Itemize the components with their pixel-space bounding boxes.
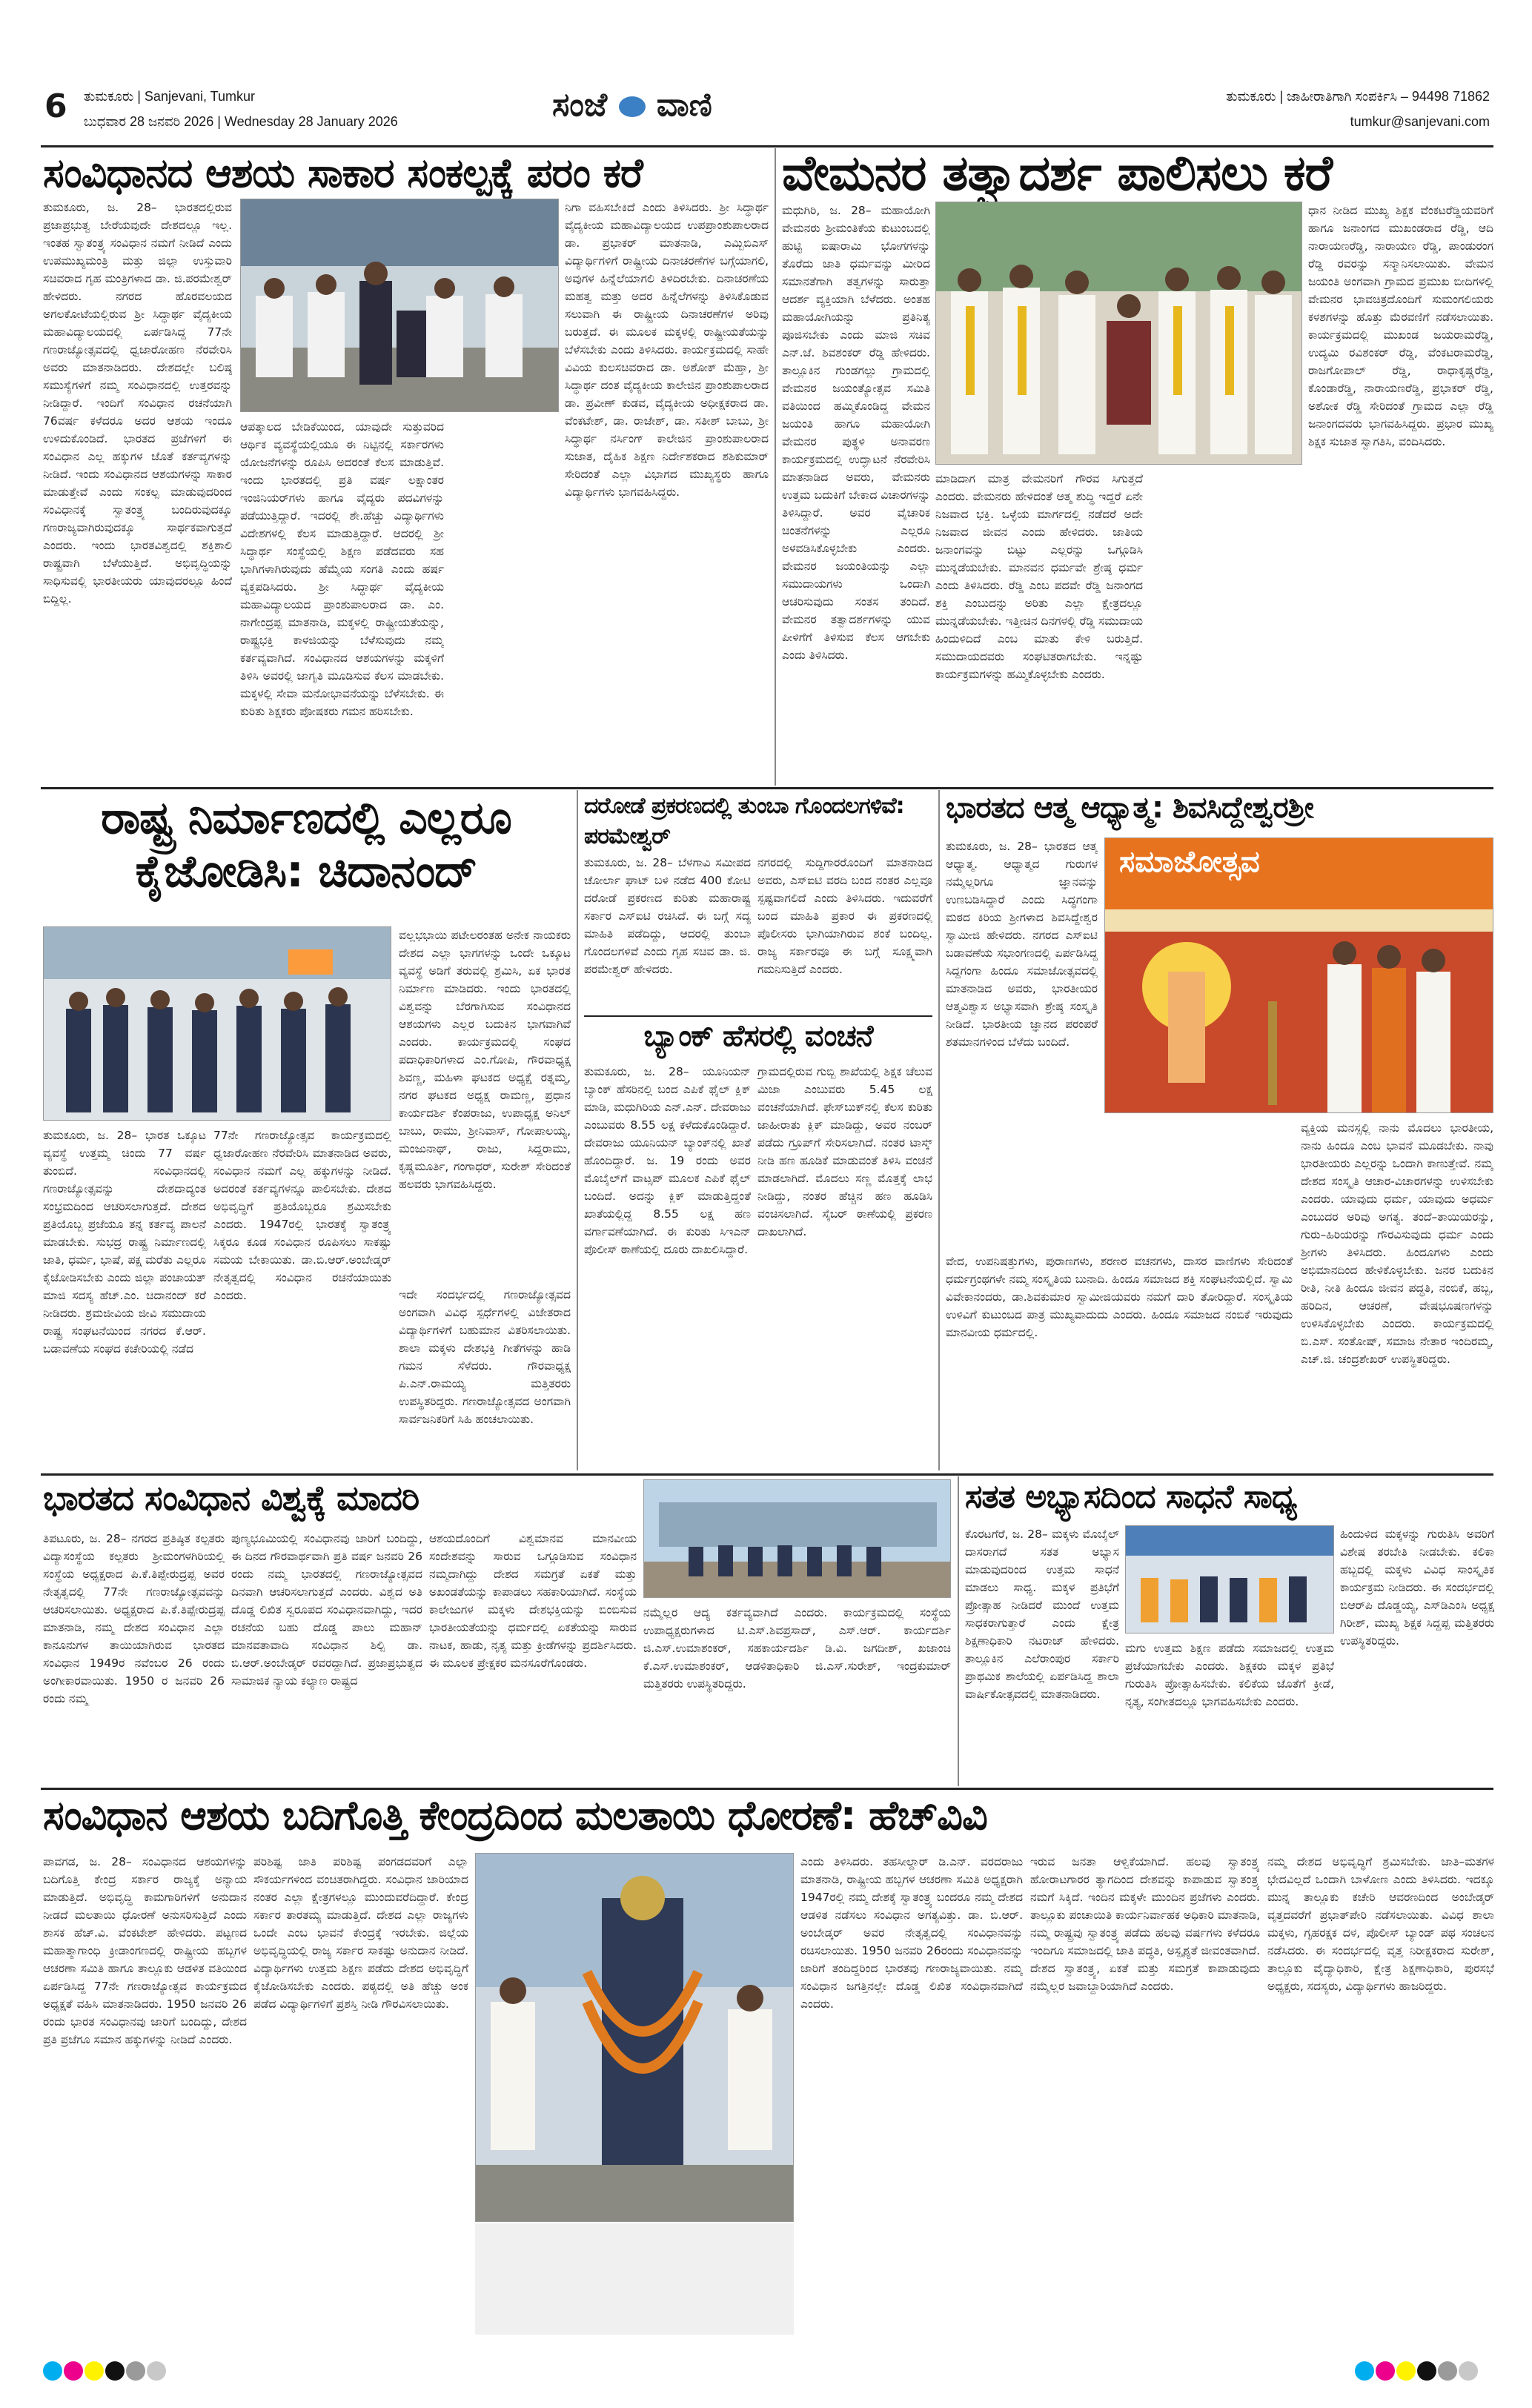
article-9-caption (475, 2223, 794, 2335)
article-6-photo-banner: ಸಮಾಜೋತ್ಸವ (1119, 845, 1260, 879)
email[interactable]: tumkur@sanjevani.com (1350, 114, 1490, 129)
city-left: ತುಮಕೂರು (84, 89, 134, 104)
date-english: Wednesday 28 January 2026 (224, 114, 398, 129)
article-7-col-2: ಪುಣ್ಯಭೂಮಿಯಲ್ಲಿ ಸಂವಿಧಾನವು ಜಾರಿಗೆ ಬಂದಿದ್ದು, ಈ ದಿನದ ಗೌರವಾರ್ಥವಾಗಿ ಪ್ರತಿ ವರ್ಷ ಜನವರಿ 26 ರಂದು ನಮ್ಮ ಭಾರತದಲ್ಲಿ ಗಣರಾಜ್ಯೋತ್ಸವದ ದಿನವಾಗಿ ಆಚರಿಸಲಾಗುತ್ತದೆ ಎಂದರು. ವಿಶ್ವದ ಅತಿ ದೊಡ್ಡ ಲಿಖಿತ ಸ್ವರೂಪದ ಸಂವಿಧಾನವಾಗಿದ್ದು, ಇದರ ರಚನೆಯ ಬಹು ದೊಡ್ಡ ಪಾಲು ಮಹಾನ್ ಮಾನವತಾವಾದಿ ಸಂವಿಧಾನ ಶಿಲ್ಪಿ ಡಾ. ಬಿ.ಆರ್.ಅಂಬೇಡ್ಕರ್ ರವರದ್ದಾಗಿದೆ. ಪ್ರಜಾಪ್ರಭುತ್ವದ ಸಾಮಾಜಿಕ ನ್ಯಾಯ ಕಲ್ಯಾಣ ರಾಷ್ಟ್ರದ (231, 1532, 422, 1688)
article-2-col-2: ಮಾಡಿದಾಗ ಮಾತ್ರ ವೇಮನರಿಗೆ ಗೌರವ ಸಿಗುತ್ತದೆ ಎಂದರು. ವೇಮನರು ಹೇಳಿದಂತೆ ಆತ್ಮ ಶುದ್ಧಿ ಇದ್ದರೆ ಏನೇ ನಿಜವಾದ ಭಕ್ತಿ. ಒಳ್ಳೆಯ ಮಾರ್ಗದಲ್ಲಿ ನಡೆದರೆ ಅದೇ ನಿಜವಾದ ಜೀವನ ಎಂದು ಹೇಳಿದರು. ಜಾತಿಯ ಜನಾಂಗವನ್ನು ಬಿಟ್ಟು ಎಲ್ಲರನ್ನು ಒಗ್ಗೂಡಿಸಿ ಮುನ್ನಡೆಯಬೇಕು. ಮಾನವನ ಧರ್ಮವೇ ಶ್ರೇಷ್ಠ ಧರ್ಮ ಎಂದು ತಿಳಿಸಿದರು. ರೆಡ್ಡಿ ಎಂಬ ಪದವೇ ರೆಡ್ಡಿ ಜನಾಂಗದ ಶಕ್ತಿ ಎಂಬುದನ್ನು ಅರಿತು ಎಲ್ಲಾ ಕ್ಷೇತ್ರದಲ್ಲೂ ಮುನ್ನಡೆಯಬೇಕು. ಇತ್ತೀಚಿನ ದಿನಗಳಲ್ಲಿ ರೆಡ್ಡಿ ಸಮುದಾಯ ಹಿಂದುಳಿದಿದೆ ಎಂಬ ಮಾತು ಕೇಳಿ ಬರುತ್ತಿದೆ. ಸಮುದಾಯದವರು ಸಂಘಟಿತರಾಗಬೇಕು. ಇನ್ನಷ್ಟು ಕಾರ್ಯಕ್ರಮಗಳನ್ನು ಹಮ್ಮಿಕೊಳ್ಳಬೇಕು ಎಂದರು. (935, 472, 1143, 681)
cyan-dot (1355, 2361, 1374, 2381)
article-6-col-1: ತುಮಕೂರು, ಜ. 28– ಭಾರತದ ಆತ್ಮ ಆಧ್ಯಾತ್ಮ. ಆಧ್ಯಾತ್ಮದ ಗುರುಗಳ ನಮ್ಮೆಲ್ಲರಿಗೂ ಜ್ಞಾನವನ್ನು ಉಣಬಡಿಸಿದ್ದಾರೆ ಎಂದು ಸಿದ್ಧಗಂಗಾ ಮಠದ ಕಿರಿಯ ಶ್ರೀಗಳಾದ ಶಿವಸಿದ್ದೇಶ್ವರ ಸ್ವಾಮೀಜಿ ಹೇಳಿದರು. ನಗರದ ಎಸ್ಐಟಿ ಬಡಾವಣೆಯ ಸಭಾಂಗಣದಲ್ಲಿ ಏರ್ಪಡಿಸಿದ್ದ ಸಿದ್ದಗಂಗಾ ಹಿಂದೂ ಸಮಾಜೋತ್ಸವದಲ್ಲಿ ಮಾತನಾಡಿದ ಅವರು, ಭಾರತೀಯರ ಆತ್ಮವಿಶ್ವಾಸ ಅಭ್ಯಾಸವಾಗಿ ಶ್ರೇಷ್ಠ ಸಂಸ್ಕೃತಿ ನೀಡಿದೆ. ಭಾರತೀಯ ಜ್ಞಾನದ ಪರಂಪರೆ ಶತಮಾನಗಳಿಂದ ಬೆಳೆದು ಬಂದಿದೆ. (946, 840, 1098, 1049)
article-8-headline: ಸತತ ಅಭ್ಯಾಸದಿಂದ ಸಾಧನೆ ಸಾಧ್ಯ (965, 1478, 1297, 1516)
article-9-col-2: ಪರಿಶಿಷ್ಟ ಜಾತಿ ಪರಿಶಿಷ್ಟ ಪಂಗಡದವರಿಗೆ ಎಲ್ಲಾ ಸೌಕರ್ಯಗಳಿಂದ ವಂಚಿತರಾಗಿದ್ದರು. ಸಂವಿಧಾನ ಜಾರಿಯಾದ ನಂತರ ಎಲ್ಲಾ ಕ್ಷೇತ್ರಗಳಲ್ಲೂ ಮುಂದುವರೆದಿದ್ದಾರೆ. ಕೇಂದ್ರ ಸರ್ಕಾರ ತಾರತಮ್ಯ ಮಾಡುತ್ತಿದೆ. ದೇಶದ ಎಲ್ಲಾ ರಾಜ್ಯಗಳು ಒಂದೇ ಎಂಬ ಭಾವನೆ ಕೇಂದ್ರಕ್ಕೆ ಇರಬೇಕು. ಜಿಲ್ಲೆಯ ಅಭಿವೃದ್ಧಿಯಲ್ಲಿ ರಾಜ್ಯ ಸರ್ಕಾರ ಸಾಕಷ್ಟು ಅನುದಾನ ನೀಡಿದೆ. ವಿದ್ಯಾರ್ಥಿಗಳು ಉತ್ತಮ ಶಿಕ್ಷಣ ಪಡೆದು ದೇಶದ ಅಭಿವೃದ್ಧಿಗೆ ಕೈಜೋಡಿಸಬೇಕು ಎಂದರು. ಪಠ್ಯದಲ್ಲಿ ಅತಿ ಹೆಚ್ಚು ಅಂಕ ಪಡೆದ ವಿದ್ಯಾರ್ಥಿಗಳಿಗೆ ಪ್ರಶಸ್ತಿ ನೀಡಿ ಗೌರವಿಸಲಾಯಿತು. (253, 1855, 468, 2011)
article-7-col-3: ಆಶಯದೊಂದಿಗೆ ವಿಶ್ವಮಾನವ ಮಾನವೀಯ ಸಂದೇಶವನ್ನು ಸಾರುವ ಒಗ್ಗೂಡಿಸುವ ಸಂವಿಧಾನ ನಮ್ಮದಾಗಿದ್ದು ದೇಶದ ಸಮಗ್ರತೆ ಏಕತೆ ಮತ್ತು ಅಖಂಡತೆಯನ್ನು ಕಾಪಾಡಲು ಸಹಕಾರಿಯಾಗಿದೆ. ಸಂಸ್ಥೆಯ ಕಾಲೇಜುಗಳ ಮಕ್ಕಳು ದೇಶಭಕ್ತಿಯನ್ನು ಬಿಂಬಿಸುವ ಭಾರತೀಯತೆಯನ್ನು ಧರ್ಮದಲ್ಲಿ ಏಕತೆಯನ್ನು ಸಾರುವ ನಾಟಕ, ಹಾಡು, ನೃತ್ಯ ಮತ್ತು ಕ್ರೀಡೆಗಳನ್ನು ಪ್ರದರ್ಶಿಸಿದರು. ಈ ಮೂಲಕ ಪ್ರೇಕ್ಷಕರ ಮನಸೂರೆಗೊಂಡರು. (429, 1532, 637, 1670)
article-7-photo (643, 1479, 951, 1598)
article-3-col-1: ತುಮಕೂರು, ಜ. 28– ಭಾರತ ಒಕ್ಕೂಟ ವ್ಯವಸ್ಥೆ ಉತ್ತಮ್ಮ ಚಿಂದು 77 ವರ್ಷ ತುಂಬಿದೆ. ಸಂವಿಧಾನದಲ್ಲಿ ಗಣರಾಜ್ಯೋತ್ಸವನ್ನು ದೇಶದಾದ್ಯಂತ ಸಂಭ್ರಮದಿಂದ ಆಚರಿಸಲಾಗುತ್ತದೆ. ದೇಶದ ಪ್ರತಿಯೊಬ್ಬ ಪ್ರಜೆಯೂ ತನ್ನ ಕರ್ತವ್ಯ ಪಾಲನೆ ಮಾಡಬೇಕು. ಸುಭದ್ರ ರಾಷ್ಟ್ರ ನಿರ್ಮಾಣದಲ್ಲಿ ಜಾತಿ, ಧರ್ಮ, ಭಾಷೆ, ಪಕ್ಷ ಮರೆತು ಎಲ್ಲರೂ ಕೈಜೋಡಿಸಬೇಕು ಎಂದು ಜಿಲ್ಲಾ ಪಂಚಾಯತ್ ಮಾಜಿ ಸದಸ್ಯ ಹೆಚ್.ಎಂ. ಚಿದಾನಂದ್ ಕರೆ ನೀಡಿದರು. ಶ್ರಮಜೀವಿಯ ಜೀವಿ ಸಮುದಾಯ ರಾಷ್ಟ್ರ ಸಂಘಟನೆಯಿಂದ ನಗರದ ಕೆ.ಆರ್. ಬಡಾವಣೆಯ ಸಂಘದ ಕಚೇರಿಯಲ್ಲಿ ನಡೆದ (43, 1129, 206, 1356)
newspaper-logo: ಸಂಜೆ ವಾಣಿ (552, 86, 712, 124)
divider (958, 1476, 959, 1786)
article-4-col-2: ನಗರದಲ್ಲಿ ಸುದ್ದಿಗಾರರೊಂದಿಗೆ ಮಾತನಾಡಿದ ಅವರು, ಎಸ್ಐಟಿ ವರದಿ ಬಂದ ನಂತರ ಎಲ್ಲವೂ ಸ್ಪಷ್ಟವಾಗಲಿದೆ ಎಂದು ತಿಳಿಸಿದರು. ಇದುವರೆಗೆ ಬಂದ ಮಾಹಿತಿ ಪ್ರಕಾರ ಈ ಪ್ರಕರಣದಲ್ಲಿ ಪೊಲೀಸರು ಭಾಗಿಯಾಗಿರುವ ಶಂಕೆ ಬಂದಿಲ್ಲ. ರಾಜ್ಯ ಸರ್ಕಾರವೂ ಈ ಬಗ್ಗೆ ಸೂಕ್ಷ್ಮವಾಗಿ ಗಮನಿಸುತ್ತಿದೆ ಎಂದರು. (757, 856, 932, 976)
article-7-col-4: ನಮ್ಮೆಲ್ಲರ ಆದ್ಯ ಕರ್ತವ್ಯವಾಗಿದೆ ಎಂದರು. ಕಾರ್ಯಕ್ರಮದಲ್ಲಿ ಸಂಸ್ಥೆಯ ಉಪಾಧ್ಯಕ್ಷರುಗಳಾದ ಟಿ.ಎಸ್.ಶಿವಪ್ರಸಾದ್, ಎಸ್.ಆರ್. ಕಾರ್ಯದರ್ಶಿ ಜಿ.ಎಸ್.ಉಮಾಶಂಕರ್, ಸಹಕಾರ್ಯದರ್ಶಿ ಡಿ.ವಿ. ಜಗದೀಶ್, ಖಜಾಂಚಿ ಕೆ.ಎಸ್.ಉಮಾಶಂಕರ್, ಆಡಳಿತಾಧಿಕಾರಿ ಜಿ.ಎಸ್.ಸುರೇಶ್, ಇಂದ್ರಕುಮಾರ್ ಮತ್ತಿತರರು ಉಪಸ್ಥಿತರಿದ್ದರು. (643, 1606, 951, 1691)
masthead: 6 ತುಮಕೂರು | Sanjevani, Tumkur ಬುಧವಾರ 28 ಜನವರಿ 2026 | Wednesday 28 January 2026 ಸಂಜೆ ವಾಣಿ ತುಮಕೂರು | ಜಾಹೀರಾತಿಗಾಗಿ ಸಂಪರ್ಕಿಸಿ – 94498 71862 tumkur@sanjevani.com (44, 86, 1490, 129)
section-rule (41, 787, 1493, 789)
black-dot (1417, 2361, 1436, 2381)
article-8-photo (1125, 1525, 1334, 1633)
article-5-col-2: ಗ್ರಾಮದಲ್ಲಿರುವ ಗುಬ್ಬಿ ಶಾಖೆಯಲ್ಲಿ ಶಿಕ್ಷಕ ಚೆಲುವ ಮಿಜಾ ಎಂಬುವರು 5.45 ಲಕ್ಷ ವಂಚನೆಯಾಗಿದೆ. ಫೇಸ್‌ಬುಕ್‌ನಲ್ಲಿ ಕೆಲಸ ಕುರಿತು ಜಾಹೀರಾತು ಕ್ಲಿಕ್ ಮಾಡಿದ್ದು, ಅವರ ನಂಬರ್ ಪಡೆದು ಗ್ರೂಪ್‌ಗೆ ಸೇರಿಸಲಾಗಿದೆ. ನಂತರ ಟಾಸ್ಕ್ ನೀಡಿ ಹಣ ಹೂಡಿಕೆ ಮಾಡುವಂತೆ ತಿಳಿಸಿ ವಂಚನೆ ಮಾಡಲಾಗಿದೆ. ಮೊದಲು ಸಣ್ಣ ಮೊತ್ತಕ್ಕೆ ಲಾಭ ನೀಡಿದ್ದು, ನಂತರ ಹೆಚ್ಚಿನ ಹಣ ಹೂಡಿಸಿ ವಂಚಿಸಲಾಗಿದೆ. ಸೈಬರ್ ಠಾಣೆಯಲ್ಲಿ ಪ್ರಕರಣ ದಾಖಲಾಗಿದೆ. (757, 1065, 932, 1238)
city-right: ತುಮಕೂರು (1226, 89, 1276, 104)
article-8-col-1: ಕೊರಟಗೆರೆ, ಜ. 28– ಮಕ್ಕಳು ಮೊಬೈಲ್ ದಾಸರಾಗದೆ ಸತತ ಅಭ್ಯಾಸ ಮಾಡುವುದರಿಂದ ಉತ್ತಮ ಸಾಧನೆ ಮಾಡಲು ಸಾಧ್ಯ. ಮಕ್ಕಳ ಪ್ರತಿಭೆಗೆ ಪ್ರೋತ್ಸಾಹ ನೀಡಿದರೆ ಮುಂದೆ ಉತ್ತಮ ಸಾಧಕರಾಗುತ್ತಾರೆ ಎಂದು ಕ್ಷೇತ್ರ ಶಿಕ್ಷಣಾಧಿಕಾರಿ ನಟರಾಜ್ ಹೇಳಿದರು. ತಾಲ್ಲೂಕಿನ ಎಲೆರಾಂಪುರ ಸರ್ಕಾರಿ ಪ್ರಾಥಮಿಕ ಶಾಲೆಯಲ್ಲಿ ಏರ್ಪಡಿಸಿದ್ದ ಶಾಲಾ ವಾರ್ಷಿಕೋತ್ಸವದಲ್ಲಿ ಮಾತನಾಡಿದರು. (965, 1528, 1119, 1701)
divider (577, 790, 578, 1470)
article-9-col-5: ನಮ್ಮ ದೇಶದ ಅಭಿವೃದ್ಧಿಗೆ ಶ್ರಮಿಸಬೇಕು. ಜಾತಿ–ಮತಗಳ ಭೇದವಿಲ್ಲದೆ ಒಂದಾಗಿ ಬಾಳೋಣ ಎಂದು ತಿಳಿಸಿದರು. ಇದಕ್ಕೂ ಮುನ್ನ ತಾಲ್ಲೂಕು ಕಚೇರಿ ಆವರಣದಿಂದ ಅಂಬೇಡ್ಕರ್ ವೃತ್ತದವರೆಗೆ ಪ್ರಭಾತ್‌ಪೇರಿ ನಡೆಸಲಾಯಿತು. ವಿವಿಧ ಶಾಲಾ ಮಕ್ಕಳು, ಗೃಹರಕ್ಷಕ ದಳ, ಪೊಲೀಸ್ ಬ್ಯಾಂಡ್ ಪಥ ಸಂಚಲನ ನಡೆಸಿದರು. ಈ ಸಂದರ್ಭದಲ್ಲಿ ವೃತ್ತ ನಿರೀಕ್ಷಕರಾದ ಸುರೇಶ್, ತಾಲ್ಲೂಕು ವೈದ್ಯಾಧಿಕಾರಿ, ಕ್ಷೇತ್ರ ಶಿಕ್ಷಣಾಧಿಕಾರಿ, ಪುರಸಭೆ ಅಧ್ಯಕ್ಷರು, ಸದಸ್ಯರು, ವಿದ್ಯಾರ್ಥಿಗಳು ಹಾಜರಿದ್ದರು. (1267, 1855, 1494, 1993)
gray-dot (1459, 2361, 1478, 2381)
yellow-dot (1396, 2361, 1416, 2381)
article-6-col-3: ವ್ಯಕ್ತಿಯ ಮನಸ್ಸಲ್ಲಿ ನಾನು ಮೊದಲು ಭಾರತೀಯ, ನಾನು ಹಿಂದೂ ಎಂಬ ಭಾವನೆ ಮೂಡಬೇಕು. ನಾವು ಭಾರತೀಯರು ಎಲ್ಲರನ್ನು ಒಂದಾಗಿ ಕಾಣುತ್ತೇವೆ. ನಮ್ಮ ದೇಶದ ಸಂಸ್ಕೃತಿ ಆಚಾರ-ವಿಚಾರಗಳನ್ನು ಉಳಿಸಬೇಕು ಎಂದರು. ಯಾವುದು ಧರ್ಮ, ಯಾವುದು ಅಧರ್ಮ ಎಂಬುದರ ಅರಿವು ಅಗತ್ಯ. ತಂದೆ–ತಾಯಿಯರನ್ನು, ಗುರು–ಹಿರಿಯರನ್ನು ಗೌರವಿಸುವುದು ಧರ್ಮ ಎಂದು ಶ್ರೀಗಳು ತಿಳಿಸಿದರು. ಹಿಂದೂಗಳು ಎಂದು ಅಭಿಮಾನದಿಂದ ಹೇಳಿಕೊಳ್ಳಬೇಕು. ಜನರ ಬದುಕಿನ ರೀತಿ, ನೀತಿ ಹಿಂದೂ ಜೀವನ ಪದ್ಧತಿ, ನಂಬಿಕೆ, ಹಬ್ಬ, ಹರಿದಿನ, ಆಚರಣೆ, ವೇಷಭೂಷಣಗಳನ್ನು ಉಳಿಸಿಕೊಳ್ಳಬೇಕು ಎಂದರು. ಕಾರ್ಯಕ್ರಮದಲ್ಲಿ ಬಿ.ಎಸ್. ಸಂತೋಷ್, ಸಮಾಜ ನೇತಾರ ಇಂದಿರಮ್ಮ, ಎಚ್.ಜಿ. ಚಂದ್ರಶೇಖರ್ ಉಪಸ್ಥಿತರಿದ್ದರು. (1301, 1121, 1493, 1366)
article-3-col-2: 77ನೇ ಗಣರಾಜ್ಯೋತ್ಸವ ಕಾರ್ಯಕ್ರಮದಲ್ಲಿ ಧ್ವಜಾರೋಹಣ ನೆರವೇರಿಸಿ ಮಾತನಾಡಿದ ಅವರು, ಸಂವಿಧಾನ ನಮಗೆ ಎಲ್ಲ ಹಕ್ಕುಗಳನ್ನು ನೀಡಿದೆ. ಅದರಂತೆ ಕರ್ತವ್ಯಗಳನ್ನೂ ಪಾಲಿಸಬೇಕು. ದೇಶದ ಅಭಿವೃದ್ಧಿಗೆ ಪ್ರತಿಯೊಬ್ಬರೂ ಶ್ರಮಿಸಬೇಕು ಎಂದರು. 1947ರಲ್ಲಿ ಭಾರತಕ್ಕೆ ಸ್ವಾತಂತ್ರ್ಯ ಸಿಕ್ಕರೂ ಕೂಡ ಸಂವಿಧಾನ ರೂಪಿಸಲು ಸಾಕಷ್ಟು ಸಮಯ ಬೇಕಾಯಿತು. ಡಾ.ಬಿ.ಆರ್.ಅಂಬೇಡ್ಕರ್ ನೇತೃತ್ವದಲ್ಲಿ ಸಂವಿಧಾನ ರಚನೆಯಾಯಿತು ಎಂದರು. (213, 1129, 391, 1302)
article-1-photo (240, 199, 559, 412)
article-2-photo (935, 202, 1302, 465)
gray-dot (147, 2361, 166, 2381)
article-6-col-2: ವೇದ, ಉಪನಿಷತ್ತುಗಳು, ಪುರಾಣಗಳು, ಶರಣರ ವಚನಗಳು, ದಾಸರ ವಾಣಿಗಳು ಸೇರಿದಂತೆ ಧರ್ಮಗ್ರಂಥಗಳೇ ನಮ್ಮ ಸಂಸ್ಕೃತಿಯ ಬುನಾದಿ. ಹಿಂದೂ ಸಮಾಜದ ಶಕ್ತಿ ಸಂಘಟನೆಯಲ್ಲಿದೆ. ಸ್ವಾಮಿ ವಿವೇಕಾನಂದರು, ಡಾ.ಶಿವಕುಮಾರ ಸ್ವಾಮೀಜಿಯವರು ನಮಗೆ ದಾರಿ ತೋರಿದ್ದಾರೆ. ಸಂಸ್ಕೃತಿಯ ಉಳಿವಿಗೆ ಕುಟುಂಬದ ಪಾತ್ರ ಮುಖ್ಯವಾದುದು ಎಂದರು. ಹಿಂದೂ ಸಮಾಜದ ನಂಬಿಕೆ ಇರುವುದು ಮಾನವೀಯ ಧರ್ಮದಲ್ಲಿ. (946, 1255, 1293, 1339)
gray-dot (1438, 2361, 1457, 2381)
yellow-dot (84, 2361, 104, 2381)
article-1-col-2b (451, 418, 559, 784)
article-1-col-3: ನಿಗಾ ವಹಿಸಬೇಕಿದೆ ಎಂದು ತಿಳಿಸಿದರು. ಶ್ರೀ ಸಿದ್ಧಾರ್ಥ ವೈದ್ಯಕೀಯ ಮಹಾವಿದ್ಯಾಲಯದ ಉಪಪ್ರಾಂಶುಪಾಲರಾದ ಡಾ. ಪ್ರಭಾಕರ್ ಮಾತನಾಡಿ, ಎಮ್ಬಿಬಿಎಸ್ ವಿದ್ಯಾರ್ಥಿಗಳಿಗೆ ರಾಷ್ಟ್ರೀಯ ದಿನಾಚರಣೆಗಳ ಬಗ್ಗೆಯಾಗಲಿ, ಅವುಗಳ ಹಿನ್ನೆಲೆಯಾಗಲಿ ತಿಳಿದಿರಬೇಕು. ದಿನಾಚರಣೆಯ ಮಹತ್ವ ಮತ್ತು ಅದರ ಹಿನ್ನೆಲೆಗಳನ್ನು ತಿಳಿಸಿಕೊಡುವ ಸಲುವಾಗಿ ಈ ರಾಷ್ಟ್ರೀಯ ದಿನಾಚರಣೆಗಳ ಅರಿವು ಬರುತ್ತದೆ. ಈ ಮೂಲಕ ಮಕ್ಕಳಲ್ಲಿ ರಾಷ್ಟ್ರೀಯತೆಯನ್ನು ಬೆಳೆಸಬೇಕು ಎಂದು ತಿಳಿಸಿದರು. ಕಾರ್ಯಕ್ರಮದಲ್ಲಿ ಸಾಹೇ ವಿವಿಯ ಕುಲಸಚಿವರಾದ ಡಾ. ಅಶೋಕ್ ಮೆಹ್ತಾ, ಶ್ರೀ ಸಿದ್ಧಾರ್ಥ ದಂತ ವೈದ್ಯಕೀಯ ಕಾಲೇಜಿನ ಪ್ರಾಂಶುಪಾಲರಾದ ಡಾ. ಪ್ರವೀಣ್ ಕುಡವ, ವೈದ್ಯಕೀಯ ಅಧೀಕ್ಷಕರಾದ ಡಾ. ವೆಂಕಟೇಶ್, ಡಾ. ರಾಜೇಶ್, ಡಾ. ಸತೀಶ್ ಬಾಬು, ಶ್ರೀ ಸಿದ್ಧಾರ್ಥ ನರ್ಸಿಂಗ್ ಕಾಲೇಜಿನ ಪ್ರಾಂಶುಪಾಲರಾದ ಸುಜಾತ, ದೈಹಿಕ ಶಿಕ್ಷಣ ನಿರ್ದೇಶಕರಾದ ಶಶಿಕುಮಾರ್ ಸೇರಿದಂತೆ ಎಲ್ಲಾ ವಿಭಾಗದ ಮುಖ್ಯಸ್ಥರು ಹಾಗೂ ವಿದ್ಯಾರ್ಥಿಗಳು ಭಾಗವಹಿಸಿದ್ದರು. (565, 201, 769, 499)
magenta-dot (64, 2361, 83, 2381)
section-rule (41, 1788, 1493, 1790)
article-8-col-3: ಹಿಂದುಳಿದ ಮಕ್ಕಳನ್ನು ಗುರುತಿಸಿ ಅವರಿಗೆ ವಿಶೇಷ ತರಬೇತಿ ನೀಡಬೇಕು. ಕಲಿಕಾ ಹಬ್ಬದಲ್ಲಿ ಮಕ್ಕಳು ವಿವಿಧ ಸಾಂಸ್ಕೃತಿಕ ಕಾರ್ಯಕ್ರಮ ನೀಡಿದರು. ಈ ಸಂದರ್ಭದಲ್ಲಿ ಬಿಆರ್‌ಪಿ ದೊಡ್ಡಯ್ಯ, ಎಸ್‌ಡಿಎಂಸಿ ಅಧ್ಯಕ್ಷ ಗಿರೀಶ್, ಮುಖ್ಯ ಶಿಕ್ಷಕ ಸಿದ್ದಪ್ಪ ಮತ್ತಿತರರು ಉಪಸ್ಥಿತರಿದ್ದರು. (1340, 1528, 1494, 1648)
article-9-col-3: ಎಂದು ತಿಳಿಸಿದರು. ತಹಸೀಲ್ದಾರ್ ಡಿ.ಎನ್. ವರದರಾಜು ಮಾತನಾಡಿ, ರಾಷ್ಟ್ರೀಯ ಹಬ್ಬಗಳ ಆಚರಣಾ ಸಮಿತಿ ಅಧ್ಯಕ್ಷರಾಗಿ 1947ರಲ್ಲಿ ನಮ್ಮ ದೇಶಕ್ಕೆ ಸ್ವಾತಂತ್ರ್ಯ ಬಂದರೂ ನಮ್ಮ ದೇಶದ ಆಡಳಿತ ನಡೆಸಲು ಸಂವಿಧಾನ ಅಗತ್ಯವಿತ್ತು. ಡಾ. ಬಿ.ಆರ್. ಅಂಬೇಡ್ಕರ್ ಅವರ ನೇತೃತ್ವದಲ್ಲಿ ಸಂವಿಧಾನವನ್ನು ರಚಿಸಲಾಯಿತು. 1950 ಜನವರಿ 26ರಂದು ಸಂವಿಧಾನವನ್ನು ಜಾರಿಗೆ ತಂದಿದ್ದರಿಂದ ಭಾರತವು ಗಣರಾಜ್ಯವಾಯಿತು. ನಮ್ಮ ಸಂವಿಧಾನ ಜಗತ್ತಿನಲ್ಲೇ ದೊಡ್ಡ ಲಿಖಿತ ಸಂವಿಧಾನವಾಗಿದೆ ಎಂದರು. (800, 1855, 1023, 2011)
article-9-headline: ಸಂವಿಧಾನ ಆಶಯ ಬದಿಗೊತ್ತಿ ಕೇಂದ್ರದಿಂದ ಮಲತಾಯಿ ಧೋರಣೆ: ಹೆಚ್‌ವಿವಿ (43, 1792, 987, 1839)
article-6-headline: ಭಾರತದ ಆತ್ಮ ಆಧ್ಯಾತ್ಮ: ಶಿವಸಿದ್ದೇಶ್ವರಶ್ರೀ (946, 791, 1313, 825)
gray-dot (126, 2361, 145, 2381)
divider (775, 148, 776, 786)
divider (938, 790, 940, 1470)
article-1-col-2: ಆಪತ್ಕಾಲದ ಬೇಡಿಕೆಯಿಂದ, ಯಾವುದೇ ಸುತ್ತುವರಿದ ಆರ್ಥಿಕ ವ್ಯವಸ್ಥೆಯಲ್ಲಿಯೂ ಈ ನಿಟ್ಟಿನಲ್ಲಿ ಸರ್ಕಾರಗಳು ಯೋಜನೆಗಳನ್ನು ರೂಪಿಸಿ ಅದರಂತೆ ಕೆಲಸ ಮಾಡುತ್ತಿವೆ. ಇಂದು ಭಾರತದಲ್ಲಿ ಪ್ರತಿ ವರ್ಷ ಲಕ್ಷಾಂತರ ಇಂಜಿನಿಯರ್‌ಗಳು ಹಾಗೂ ವೈದ್ಯರು ಪದವಿಗಳನ್ನು ಪಡೆಯುತ್ತಿದ್ದಾರೆ. ಇದರಲ್ಲಿ ಶೇ.ಹೆಚ್ಚು ವಿದ್ಯಾರ್ಥಿಗಳು ವಿದೇಶಗಳಲ್ಲಿ ಕೆಲಸ ಮಾಡುತ್ತಿದ್ದಾರೆ. ಆದರಲ್ಲಿ ಶ್ರೀ ಸಿದ್ಧಾರ್ಥ ಸಂಸ್ಥೆಯಲ್ಲಿ ಶಿಕ್ಷಣ ಪಡೆದವರು ಸಹ ಭಾಗಿಗಳಾಗಿರುವುದು ಹೆಮ್ಮೆಯ ಸಂಗತಿ ಎಂದು ಹರ್ಷ ವ್ಯಕ್ತಪಡಿಸಿದರು. ಶ್ರೀ ಸಿದ್ಧಾರ್ಥ ವೈದ್ಯಕೀಯ ಮಹಾವಿದ್ಯಾಲಯದ ಪ್ರಾಂಶುಪಾಲರಾದ ಡಾ. ಎಂ. ನಾಗೇಂದ್ರಪ್ಪ ಮಾತನಾಡಿ, ಮಕ್ಕಳಲ್ಲಿ ರಾಷ್ಟ್ರೀಯತೆಯನ್ನು, ರಾಷ್ಟ್ರಭಕ್ತಿ ಕಾಳಜಿಯನ್ನು ಬೆಳೆಸುವುದು ನಮ್ಮ ಕರ್ತವ್ಯವಾಗಿದೆ. ಸಂವಿಧಾನದ ಆಶಯಗಳನ್ನು ಮಕ್ಕಳಿಗೆ ತಿಳಿಸಿ ಅವರಲ್ಲಿ ಜಾಗೃತಿ ಮೂಡಿಸುವ ಕೆಲಸ ಮಾಡಬೇಕು. ಮಕ್ಕಳಲ್ಲಿ ಸೇವಾ ಮನೋಭಾವನೆಯನ್ನು ಬೆಳೆಸಬೇಕು. ಈ ಕುರಿತು ಶಿಕ್ಷಕರು ಪೋಷಕರು ಗಮನ ಹರಿಸಬೇಕು. (240, 420, 444, 718)
article-8-col-2: ಮಗು ಉತ್ತಮ ಶಿಕ್ಷಣ ಪಡೆದು ಸಮಾಜದಲ್ಲಿ ಉತ್ತಮ ಪ್ರಜೆಯಾಗಬೇಕು ಎಂದರು. ಶಿಕ್ಷಕರು ಮಕ್ಕಳ ಪ್ರತಿಭೆ ಗುರುತಿಸಿ ಪ್ರೋತ್ಸಾಹಿಸಬೇಕು. ಕಲಿಕೆಯ ಜೊತೆಗೆ ಕ್ರೀಡೆ, ನೃತ್ಯ, ಸಂಗೀತದಲ್ಲೂ ಭಾಗವಹಿಸಬೇಕು ಎಂದರು. (1125, 1642, 1334, 1708)
brand-name: Sanjevani, Tumkur (144, 89, 255, 104)
article-9-col-1: ಪಾವಗಡ, ಜ. 28– ಸಂವಿಧಾನದ ಆಶಯಗಳನ್ನು ಬದಿಗೊತ್ತಿ ಕೇಂದ್ರ ಸರ್ಕಾರ ರಾಜ್ಯಕ್ಕೆ ಅನ್ಯಾಯ ಮಾಡುತ್ತಿದೆ. ಅಭಿವೃದ್ಧಿ ಕಾಮಗಾರಿಗಳಿಗೆ ಅನುದಾನ ನೀಡದೆ ಮಲತಾಯಿ ಧೋರಣೆ ಅನುಸರಿಸುತ್ತಿದೆ ಎಂದು ಶಾಸಕ ಹೆಚ್.ವಿ. ವೆಂಕಟೇಶ್ ಹೇಳಿದರು. ಪಟ್ಟಣದ ಮಹಾತ್ಮಾಗಾಂಧಿ ಕ್ರೀಡಾಂಗಣದಲ್ಲಿ ರಾಷ್ಟ್ರೀಯ ಹಬ್ಬಗಳ ಆಚರಣಾ ಸಮಿತಿ ಹಾಗೂ ತಾಲ್ಲೂಕು ಆಡಳಿತ ವತಿಯಿಂದ ಏರ್ಪಡಿಸಿದ್ದ 77ನೇ ಗಣರಾಜ್ಯೋತ್ಸವ ಕಾರ್ಯಕ್ರಮದ ಅಧ್ಯಕ್ಷತೆ ವಹಿಸಿ ಮಾತನಾಡಿದರು. 1950 ಜನವರಿ 26 ರಂದು ಭಾರತ ಸಂವಿಧಾನವು ಜಾರಿಗೆ ಬಂದಿದ್ದು, ದೇಶದ ಪ್ರತಿ ಪ್ರಜೆಗೂ ಸಮಾನ ಹಕ್ಕುಗಳನ್ನು ನೀಡಿದೆ ಎಂದರು. (43, 1855, 247, 2046)
article-3-photo (43, 926, 391, 1121)
article-5-headline: ಬ್ಯಾಂಕ್ ಹೆಸರಲ್ಲಿ ವಂಚನೆ (643, 1019, 873, 1053)
section-rule (41, 1473, 1493, 1476)
article-rule (584, 1015, 932, 1017)
article-9-col-4: ಇರುವ ಜನತಾ ಆಳ್ವಿಕೆಯಾಗಿದೆ. ಹಲವು ಸ್ವಾತಂತ್ರ್ಯ ಹೋರಾಟಗಾರರ ತ್ಯಾಗದಿಂದ ದೇಶವನ್ನು ಕಾಪಾಡುವ ಸ್ವಾತಂತ್ರ್ಯ ನಮಗೆ ಸಿಕ್ಕಿದೆ. ಇಂದಿನ ಮಕ್ಕಳೇ ಮುಂದಿನ ಪ್ರಜೆಗಳು ಎಂದರು. ತಾಲ್ಲೂಕು ಪಂಚಾಯಿತಿ ಕಾರ್ಯನಿರ್ವಾಹಕ ಅಧಿಕಾರಿ ಮಾತನಾಡಿ, ನಮ್ಮ ರಾಷ್ಟ್ರವು ಸ್ವಾತಂತ್ರ್ಯ ಪಡೆದು ಹಲವು ವರ್ಷಗಳು ಕಳೆದರೂ ಇಂದಿಗೂ ಸಮಾಜದಲ್ಲಿ ಜಾತಿ ಪದ್ಧತಿ, ಅಸ್ಪೃಶ್ಯತೆ ಜೀವಂತವಾಗಿದೆ. ದೇಶದ ಸ್ವಾತಂತ್ರ್ಯ, ಏಕತೆ ಮತ್ತು ಸಮಗ್ರತೆ ಕಾಪಾಡುವುದು ನಮ್ಮೆಲ್ಲರ ಜವಾಬ್ದಾರಿಯಾಗಿದೆ ಎಂದರು. (1030, 1855, 1260, 1993)
cyan-dot (43, 2361, 62, 2381)
page-number: 6 (44, 87, 67, 125)
article-9-photo (475, 1853, 794, 2222)
ad-contact: ಜಾಹೀರಾತಿಗಾಗಿ ಸಂಪರ್ಕಿಸಿ – 94498 71862 (1287, 89, 1490, 104)
article-2-headline: ವೇಮನರ ತತ್ವಾದರ್ಶ ಪಾಲಿಸಲು ಕರೆ (782, 145, 1333, 202)
article-2-col-3: ಧಾನ ನೀಡಿದ ಮುಖ್ಯ ಶಿಕ್ಷಕ ವೆಂಕಟರೆಡ್ಡಿಯವರಿಗೆ ಹಾಗೂ ಜನಾಂಗದ ಮುಖಂಡರಾದ ರೆಡ್ಡಿ, ಆದಿ ನಾರಾಯಣರೆಡ್ಡಿ, ನಾರಾಯಣ ರೆಡ್ಡಿ, ಪಾಂಡುರಂಗ ರೆಡ್ಡಿ ರವರನ್ನು ಸನ್ಮಾನಿಸಲಾಯಿತು. ವೇಮನ ಜಯಂತಿ ಅಂಗವಾಗಿ ಗ್ರಾಮದ ಪ್ರಮುಖ ಬೀದಿಗಳಲ್ಲಿ ವೇಮನರ ಭಾವಚಿತ್ರದೊಂದಿಗೆ ಸುಮಂಗಲಿಯರು ಕಳಶಗಳನ್ನು ಹೊತ್ತು ಮೆರವಣಿಗೆ ನಡೆಸಲಾಯಿತು. ಕಾರ್ಯಕ್ರಮದಲ್ಲಿ ಮುಖಂಡ ಜಯರಾಮರೆಡ್ಡಿ, ಉದ್ಯಮಿ ರವಿಶಂಕರ್ ರೆಡ್ಡಿ, ವೆಂಕಟರಾಮರೆಡ್ಡಿ, ರಾಜಗೋಪಾಲ್ ರೆಡ್ಡಿ, ರಾಧಾಕೃಷ್ಣರೆಡ್ಡಿ, ಕೊಂಡಾರೆಡ್ಡಿ, ನಾರಾಯಣರೆಡ್ಡಿ, ಪ್ರಭಾಕರ್ ರೆಡ್ಡಿ, ಅಶೋಕ ರೆಡ್ಡಿ ಸೇರಿದಂತೆ ಗ್ರಾಮದ ಎಲ್ಲಾ ರೆಡ್ಡಿ ಜನಾಂಗದವರು ಭಾಗವಹಿಸಿದ್ದರು. ಪ್ರಭಾರ ಮುಖ್ಯ ಶಿಕ್ಷಕ ಸುಜಾತ ಸ್ವಾಗತಿಸಿ, ವಂದಿಸಿದರು. (1308, 204, 1493, 448)
magenta-dot (1376, 2361, 1395, 2381)
article-3-col-4: ಇದೇ ಸಂದರ್ಭದಲ್ಲಿ ಗಣರಾಜ್ಯೋತ್ಸವದ ಅಂಗವಾಗಿ ವಿವಿಧ ಸ್ಪರ್ಧೆಗಳಲ್ಲಿ ವಿಜೇತರಾದ ವಿದ್ಯಾರ್ಥಿಗಳಿಗೆ ಬಹುಮಾನ ವಿತರಿಸಲಾಯಿತು. ಶಾಲಾ ಮಕ್ಕಳು ದೇಶಭಕ್ತಿ ಗೀತೆಗಳನ್ನು ಹಾಡಿ ಗಮನ ಸೆಳೆದರು. ಗೌರವಾಧ್ಯಕ್ಷ ಪಿ.ಎನ್.ರಾಮಯ್ಯ ಮತ್ತಿತರರು ಉಪಸ್ಥಿತರಿದ್ದರು. ಗಣರಾಜ್ಯೋತ್ಸವದ ಅಂಗವಾಗಿ ಸಾರ್ವಜನಿಕರಿಗೆ ಸಿಹಿ ಹಂಚಲಾಯಿತು. (399, 1288, 571, 1426)
article-1-col-1: ತುಮಕೂರು, ಜ. 28– ಭಾರತದಲ್ಲಿರುವ ಪ್ರಜಾಪ್ರಭುತ್ವ ಬೇರೆಯವುದೇ ದೇಶದಲ್ಲೂ ಇಲ್ಲ. ಇಂತಹ ಸ್ವಾತಂತ್ರ್ಯ ಸಂವಿಧಾನ ನಮಗೆ ನೀಡಿದೆ ಎಂದು ಉಪಮುಖ್ಯಮಂತ್ರಿ ಮತ್ತು ಜಿಲ್ಲಾ ಉಸ್ತುವಾರಿ ಸಚಿವರಾದ ಗೃಹ ಮಂತ್ರಿಗಳಾದ ಡಾ. ಜಿ.ಪರಮೇಶ್ವರ್ ಹೇಳಿದರು. ನಗರದ ಹೊರವಲಯದ ಅಗಲಕೋಟೆಯಲ್ಲಿರುವ ಶ್ರೀ ಸಿದ್ಧಾರ್ಥ ವೈದ್ಯಕೀಯ ಮಹಾವಿದ್ಯಾಲಯದಲ್ಲಿ ಏರ್ಪಡಿಸಿದ್ದ 77ನೇ ಗಣರಾಜ್ಯೋತ್ಸವದಲ್ಲಿ ಧ್ವಜಾರೋಹಣ ನೆರವೇರಿಸಿ ಅವರು ಮಾತನಾಡಿದರು. ದೇಶದಲ್ಲೇ ಬಲಿಷ್ಠ ಸಮುಸ್ಯೆಗಳಿಗೆ ನಮ್ಮ ಸಂವಿಧಾನದಲ್ಲಿ ಉತ್ತರವನ್ನು ನೀಡಿದ್ದಾರೆ. ಇಂದಿಗೆ ಸಂವಿಧಾನ ರಚನೆಯಾಗಿ 76ವರ್ಷ ಕಳೆದರೂ ಅದರ ಆಶಯ ಇಂದೂ ಉಳಿದುಕೊಂಡಿದೆ. ಭಾರತದ ಪ್ರಜೆಗಳಿಗೆ ಈ ಸಂವಿಧಾನ ಎಲ್ಲ ಹಕ್ಕುಗಳ ಜೊತೆ ಕರ್ತವ್ಯಗಳನ್ನು ನೀಡಿದೆ. ಇಂದು ಸಂವಿಧಾನದ ಆಶಯಗಳನ್ನು ಸಾಕಾರ ಮಾಡುತ್ತೇವೆ ಎಂದು ಸಂಕಲ್ಪ ಮಾಡುವುದರಿಂದ ಸಂವಿಧಾನಕ್ಕೆ ಸ್ವಾತಂತ್ರ್ಯ ಬಂದಿರುವುದಕ್ಕೂ ಗಣರಾಜ್ಯವಾಗಿರುವುದಕ್ಕೂ ಸಾರ್ಥಕವಾಗುತ್ತದೆ ಎಂದರು. ಇಂದು ಭಾರತವಿಶ್ವದಲ್ಲಿ ಶಕ್ತಿಶಾಲಿ ರಾಷ್ಟ್ರವಾಗಿ ಬೆಳೆಯುತ್ತಿದೆ. ಅಭಿವೃದ್ಧಿಯನ್ನು ಸಾಧಿಸುವಲ್ಲಿ ಭಾರತೀಯರು ಯಾವುದರಲ್ಲೂ ಹಿಂದೆ ಬಿದ್ದಿಲ್ಲ. (43, 201, 232, 606)
black-dot (105, 2361, 125, 2381)
article-7-headline: ಭಾರತದ ಸಂವಿಧಾನ ವಿಶ್ವಕ್ಕೆ ಮಾದರಿ (43, 1478, 420, 1518)
article-7-col-1: ತಿಪಟೂರು, ಜ. 28– ನಗರದ ಪ್ರತಿಷ್ಠಿತ ಕಲ್ಪತರು ವಿದ್ಯಾಸಂಸ್ಥೆಯ ಕಲ್ಪತರು ಶ್ರೀಮಂಗಳಗಿರಿಯಲ್ಲಿ ಸಂಸ್ಥೆಯ ಅಧ್ಯಕ್ಷರಾದ ಪಿ.ಕೆ.ತಿಪ್ಪೇರುದ್ರಪ್ಪ ಅವರ ನೇತೃತ್ವದಲ್ಲಿ 77ನೇ ಗಣರಾಜ್ಯೋತ್ಸವವನ್ನು ಆಚರಿಸಲಾಯಿತು. ಅಧ್ಯಕ್ಷರಾದ ಪಿ.ಕೆ.ತಿಪ್ಪೇರುದ್ರಪ್ಪ ಮಾತನಾಡಿ, ನಮ್ಮ ದೇಶದ ಸಂವಿಧಾನ ಎಲ್ಲಾ ಕಾನೂನುಗಳ ತಾಯಿಯಾಗಿರುವ ಭಾರತದ ಸಂವಿಧಾನ 1949ರ ನವೆಂಬರ 26 ರಂದು ಅಂಗೀಕಾರವಾಯಿತು. 1950 ರ ಜನವರಿ 26 ರಂದು ನಮ್ಮ (43, 1532, 225, 1705)
date-kannada: ಬುಧವಾರ 28 ಜನವರಿ 2026 (84, 114, 214, 129)
article-4-headline: ದರೋಡೆ ಪ್ರಕರಣದಲ್ಲಿ ತುಂಬಾ ಗೊಂದಲಗಳಿವೆ: ಪರಮೇಶ್ವರ್ (584, 793, 904, 849)
article-3-headline: ರಾಷ್ಟ್ರ ನಿರ್ಮಾಣದಲ್ಲಿ ಎಲ್ಲರೂ ಕೈಜೋಡಿಸಿ: ಚಿದಾನಂದ್ (101, 792, 511, 898)
article-1-headline: ಸಂವಿಧಾನದ ಆಶಯ ಸಾಕಾರ ಸಂಕಲ್ಪಕ್ಕೆ ಪರಂ ಕರೆ (43, 150, 643, 196)
article-3-col-3: ವಲ್ಲಭಭಾಯಿ ಪಟೇಲರಂತಹ ಅನೇಕ ನಾಯಕರು ದೇಶದ ಎಲ್ಲಾ ಭಾಗಗಳನ್ನು ಒಂದೇ ಒಕ್ಕೂಟ ವ್ಯವಸ್ಥೆ ಅಡಿಗೆ ತರುವಲ್ಲಿ ಶ್ರಮಿಸಿ, ಏಕ ಭಾರತ ನಿರ್ಮಾಣ ಮಾಡಿದರು. ಇಂದು ಭಾರತದಲ್ಲಿ ವಿಶ್ವವನ್ನು ಬೆರಗಾಗಿಸುವ ಸಂವಿಧಾನದ ಆಶಯಗಳು ಎಲ್ಲರ ಬದುಕಿನ ಭಾಗವಾಗಿವೆ ಎಂದರು. ಕಾರ್ಯಕ್ರಮದಲ್ಲಿ ಸಂಘದ ಪದಾಧಿಕಾರಿಗಳಾದ ಎಂ.ಗೋಪಿ, ಗೌರವಾಧ್ಯಕ್ಷ ಶಿವಣ್ಣ, ಮಹಿಳಾ ಘಟಕದ ಅಧ್ಯಕ್ಷೆ ರತ್ನಮ್ಮ, ನಗರ ಘಟಕದ ಅಧ್ಯಕ್ಷ ರಾಮಣ್ಣ, ಪ್ರಧಾನ ಕಾರ್ಯದರ್ಶಿ ಕೆಂಪರಾಜು, ಉಪಾಧ್ಯಕ್ಷ ಅನಿಲ್ ಬಾಬು, ರಾಮು, ಶ್ರೀನಿವಾಸ್, ಗೋಪಾಲಯ್ಯ, ಮಂಜುನಾಥ್, ರಾಜು, ಸಿದ್ದರಾಮು, ಕೃಷ್ಣಮೂರ್ತಿ, ಗಂಗಾಧರ್, ಸುರೇಶ್ ಸೇರಿದಂತೆ ಹಲವರು ಭಾಗವಹಿಸಿದ್ದರು. (399, 929, 571, 1191)
article-4-col-1: ತುಮಕೂರು, ಜ. 28– ಬೆಳಗಾವಿ ಸಮೀಪದ ಚೋರ್ಲಾ ಘಾಟ್‌ ಬಳಿ ನಡೆದ 400 ಕೋಟಿ ದರೋಡೆ ಪ್ರಕರಣದ ಕುರಿತು ಮಹಾರಾಷ್ಟ್ರ ಸರ್ಕಾರ ಎಸ್ಐಟಿ ರಚಿಸಿದೆ. ಈ ಬಗ್ಗೆ ಸದ್ಯ ಮಾಹಿತಿ ಪಡೆದಿದ್ದು, ಆದರಲ್ಲಿ ತುಂಬಾ ಗೊಂದಲಗಳಿವೆ ಎಂದು ಗೃಹ ಸಚಿವ ಡಾ. ಜಿ. ಪರಮೇಶ್ವರ್ ಹೇಳಿದರು. (584, 856, 751, 976)
article-2-col-1: ಮಧುಗಿರಿ, ಜ. 28– ಮಹಾಯೋಗಿ ವೇಮನರು ಶ್ರೀಮಂತಿಕೆಯ ಕುಟುಂಬದಲ್ಲಿ ಹುಟ್ಟಿ ಐಷಾರಾಮಿ ಭೋಗಗಳನ್ನು ತೊರೆದು ಜಾತಿ ಧರ್ಮವನ್ನು ಮೀರಿದ ಸಮಾನತೆಗಾಗಿ ತತ್ವಗಳನ್ನು ಸಾರುತ್ತಾ ಆದರ್ಶ ವ್ಯಕ್ತಿಯಾಗಿ ಬೆಳೆದರು. ಅಂತಹ ಮಹಾಯೋಗಿಯನ್ನು ಪ್ರತಿನಿತ್ಯ ಪೂಜಿಸಬೇಕು ಎಂದು ಮಾಜಿ ಸಚಿವ ಎನ್.ಜೆ. ಶಿವಶಂಕರ್ ರೆಡ್ಡಿ ಹೇಳಿದರು. ತಾಲ್ಲೂಕಿನ ಗುಂಡಗಲ್ಲು ಗ್ರಾಮದಲ್ಲಿ ವೇಮನರ ಜಯಂತ್ಯೋತ್ಸವ ಸಮಿತಿ ವತಿಯಿಂದ ಹಮ್ಮಿಕೊಂಡಿದ್ದ ವೇಮನ ಜಯಂತಿ ಹಾಗೂ ಮಹಾಯೋಗಿ ವೇಮನರ ಪುತ್ಥಳಿ ಅನಾವರಣ ಕಾರ್ಯಕ್ರಮದಲ್ಲಿ ಉದ್ಘಾಟನೆ ನೆರವೇರಿಸಿ ಮಾತನಾಡಿದ ಅವರು, ವೇಮನರು ಉತ್ತಮ ಬದುಕಿಗೆ ಬೇಕಾದ ವಿಚಾರಗಳನ್ನು ತಿಳಿಸಿದ್ದಾರೆ. ಅವರ ವೈಚಾರಿಕ ಚಿಂತನೆಗಳನ್ನು ಎಲ್ಲರೂ ಅಳವಡಿಸಿಕೊಳ್ಳಬೇಕು ಎಂದರು. ವೇಮನರ ಜಯಂತಿಯನ್ನು ಎಲ್ಲಾ ಸಮುದಾಯಗಳು ಒಂದಾಗಿ ಆಚರಿಸುವುದು ಸಂತಸ ತಂದಿದೆ. ವೇಮನರ ತತ್ವಾದರ್ಶಗಳನ್ನು ಯುವ ಪೀಳಿಗೆಗೆ ತಿಳಿಸುವ ಕೆಲಸ ಆಗಬೇಕು ಎಂದು ತಿಳಿಸಿದರು. (782, 204, 930, 662)
globe-icon (619, 96, 646, 117)
article-5-col-1: ತುಮಕೂರು, ಜ. 28– ಯೂನಿಯನ್ ಬ್ಯಾಂಕ್ ಹೆಸರಿನಲ್ಲಿ ಬಂದ ಎಪಿಕೆ ಫೈಲ್ ಕ್ಲಿಕ್ ಮಾಡಿ, ಮಧುಗಿರಿಯ ಎನ್.ಎನ್. ದೇವರಾಜು ಎಂಬುವರು 8.55 ಲಕ್ಷ ಕಳೆದುಕೊಂಡಿದ್ದಾರೆ. ದೇವರಾಜು ಯೂನಿಯನ್ ಬ್ಯಾಂಕ್‌ನಲ್ಲಿ ಖಾತೆ ಹೊಂದಿದ್ದಾರೆ. ಜ. 19 ರಂದು ಅವರ ಮೊಬೈಲ್‌ಗೆ ವಾಟ್ಸಪ್ ಮೂಲಕ ಎಪಿಕೆ ಫೈಲ್ ಬಂದಿದೆ. ಅದನ್ನು ಕ್ಲಿಕ್ ಮಾಡುತ್ತಿದ್ದಂತೆ ಖಾತೆಯಲ್ಲಿದ್ದ 8.55 ಲಕ್ಷ ಹಣ ವರ್ಗಾವಣೆಯಾಗಿದೆ. ಈ ಕುರಿತು ಸಿಇಎನ್ ಪೊಲೀಸ್ ಠಾಣೆಯಲ್ಲಿ ದೂರು ದಾಖಲಿಸಿದ್ದಾರೆ. (584, 1065, 751, 1256)
